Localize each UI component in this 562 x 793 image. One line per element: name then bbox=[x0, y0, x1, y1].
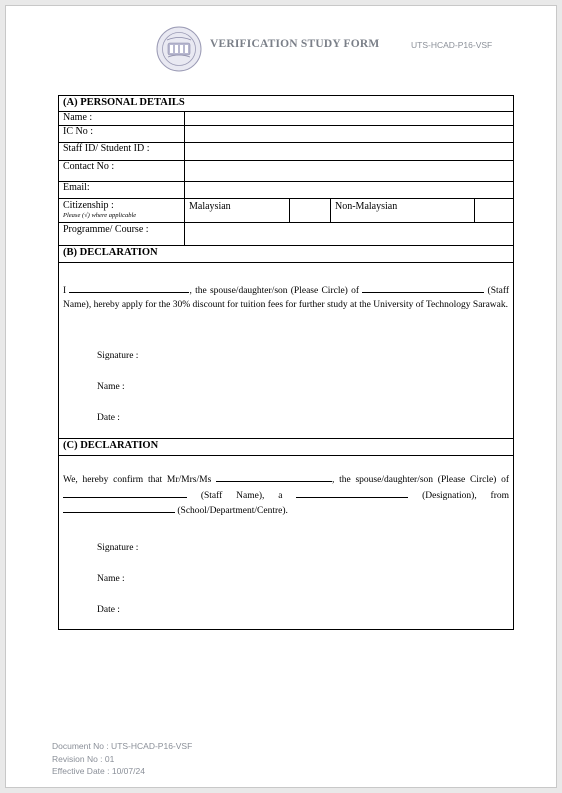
section-c-body bbox=[59, 456, 513, 629]
name-label: Name : bbox=[59, 112, 185, 125]
document-page bbox=[5, 5, 557, 788]
email-row bbox=[59, 182, 513, 199]
malaysian-checkbox[interactable] bbox=[290, 199, 331, 222]
department-blank[interactable] bbox=[63, 503, 175, 513]
staff-id-label: Staff ID/ Student ID : bbox=[59, 143, 185, 160]
staff-id-field[interactable] bbox=[185, 143, 513, 160]
staff-name-blank[interactable] bbox=[362, 283, 484, 293]
applicant-name-blank[interactable] bbox=[69, 283, 189, 293]
name-label-b: Name : bbox=[97, 382, 125, 392]
document-footer bbox=[52, 740, 192, 778]
contact-field[interactable] bbox=[185, 161, 513, 181]
name-label-c: Name : bbox=[97, 574, 125, 584]
university-seal-icon bbox=[156, 26, 202, 72]
decl-b-text-1: I bbox=[63, 286, 67, 296]
verification-form bbox=[58, 95, 514, 630]
contact-row bbox=[59, 161, 513, 182]
ic-row bbox=[59, 126, 513, 143]
designation-blank[interactable] bbox=[296, 488, 408, 498]
decl-c-text-4: (Designation), from bbox=[422, 490, 510, 501]
revision-number: Revision No : 01 bbox=[52, 753, 115, 764]
form-code: UTS-HCAD-P16-VSF bbox=[411, 40, 493, 50]
email-label: Email: bbox=[59, 182, 185, 198]
page-header bbox=[6, 6, 556, 86]
programme-label: Programme/ Course : bbox=[59, 223, 185, 245]
non-malaysian-checkbox[interactable] bbox=[475, 199, 513, 222]
signature-label-b: Signature : bbox=[97, 351, 139, 361]
section-c-paragraph bbox=[63, 472, 509, 519]
citizenship-label bbox=[59, 199, 185, 222]
contact-label: Contact No : bbox=[59, 161, 185, 181]
effective-date: Effective Date : 10/07/24 bbox=[52, 766, 145, 776]
decl-c-text-5: (School/Department/Centre). bbox=[177, 506, 288, 516]
citizenship-label-text: Citizenship : bbox=[63, 200, 114, 211]
section-b-body bbox=[59, 263, 513, 439]
section-b-heading: (B) DECLARATION bbox=[59, 246, 513, 263]
name-field[interactable] bbox=[185, 112, 513, 125]
decl-b-text-3: (Staff Name), hereby apply for the 30% discount for tuition fees for further study at the University of Technology Sarawak. bbox=[63, 286, 510, 310]
decl-c-text-3: (Staff Name), a bbox=[200, 490, 283, 501]
ic-field[interactable] bbox=[185, 126, 513, 142]
ic-label: IC No : bbox=[59, 126, 185, 142]
signature-label-c: Signature : bbox=[97, 543, 139, 553]
form-title: VERIFICATION STUDY FORM bbox=[210, 38, 380, 50]
email-field[interactable] bbox=[185, 182, 513, 198]
section-c-heading: (C) DECLARATION bbox=[59, 439, 513, 456]
name-row bbox=[59, 112, 513, 126]
section-a-heading: (A) PERSONAL DETAILS bbox=[59, 96, 513, 112]
date-label-b: Date : bbox=[97, 413, 120, 423]
decl-c-text-1: We, hereby confirm that Mr/Mrs/Ms bbox=[63, 475, 212, 485]
malaysian-label: Malaysian bbox=[185, 199, 290, 222]
spouse-name-blank[interactable] bbox=[216, 472, 332, 482]
staff-name-blank-c[interactable] bbox=[63, 488, 187, 498]
citizenship-row bbox=[59, 199, 513, 223]
programme-row bbox=[59, 223, 513, 246]
staff-id-row bbox=[59, 143, 513, 161]
programme-field[interactable] bbox=[185, 223, 513, 245]
section-b-paragraph bbox=[63, 283, 509, 312]
decl-c-text-2: , the spouse/daughter/son (Please Circle) of bbox=[332, 475, 509, 485]
non-malaysian-label: Non-Malaysian bbox=[331, 199, 475, 222]
citizenship-note: Please (√) where applicable bbox=[63, 212, 137, 219]
decl-b-text-2: , the spouse/daughter/son (Please Circle) of bbox=[189, 286, 360, 296]
date-label-c: Date : bbox=[97, 605, 120, 615]
document-number: Document No : UTS-HCAD-P16-VSF bbox=[52, 741, 193, 751]
